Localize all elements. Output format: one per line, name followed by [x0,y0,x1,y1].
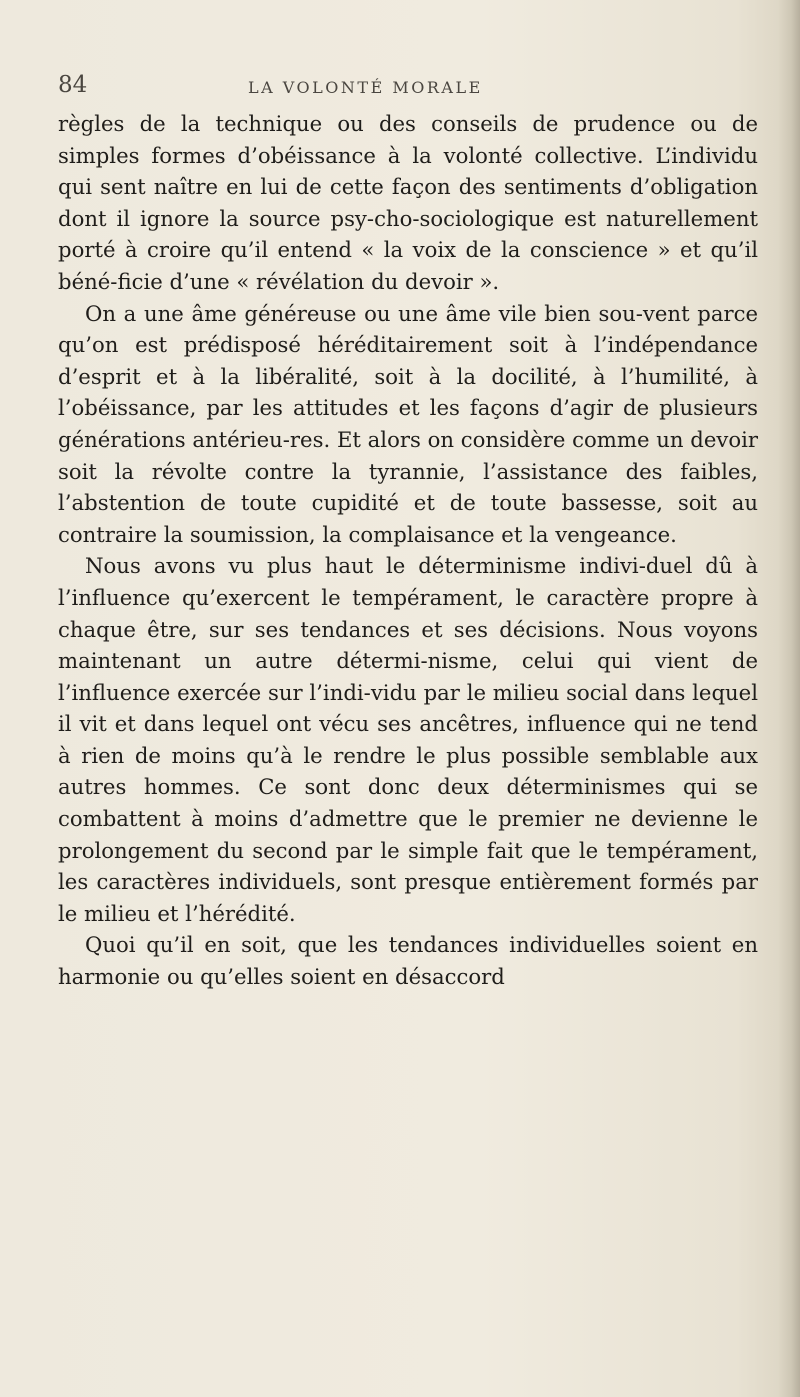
page-edge-shadow [778,0,800,1397]
paragraph: Quoi qu’il en soit, que les tendances individuelles soient en harmonie ou qu’elles soient en désaccord [58,932,758,990]
body-text [58,108,758,993]
running-head [58,72,758,102]
paragraph: On a une âme généreuse ou une âme vile bien sou-vent parce qu’on est prédisposé héréditairement soit à l’indépendance d’esprit et à la libéralité, soit à la docilité, à l’humilité, à l’obéissance, par les attitudes et les façons d’agir de plusieurs générations antérieu-res. Et alors on considère comme un devoir soit la révolte contre la tyrannie, l’assistance des faibles, l’abstention de toute cupidité et de toute bassesse, soit au contraire la soumission, la complaisance et la vengeance. [58,300,758,547]
page-number: 84 [58,72,88,98]
running-title: LA VOLONTÉ MORALE [248,78,483,97]
paragraph-continued: règles de la technique ou des conseils de prudence ou de simples formes d’obéissance à la volonté collective. L’individu qui sent naître en lui de cette façon des sentiments d’obligation dont il ignore la source psy-cho-sociologique est naturellement porté à croire qu’il entend « la voix de la conscience » et qu’il béné-ficie d’une « révélation du devoir ». [58,111,758,294]
paragraph: Nous avons vu plus haut le déterminisme indivi-duel dû à l’influence qu’exercent le tempérament, le caractère propre à chaque être, sur ses tendances et ses décisions. Nous voyons maintenant un autre détermi-nisme, celui qui vient de l’influence exercée sur l’indi-vidu par le milieu social dans lequel il vit et dans lequel ont vécu ses ancêtres, influence qui ne tend à rien de moins qu’à le rendre le plus possible semblable aux autres hommes. Ce sont donc deux déterminismes qui se combattent à moins d’admettre que le premier ne devienne le prolongement du second par le simple fait que le tempérament, les caractères individuels, sont presque entièrement formés par le milieu et l’hérédité. [58,553,758,926]
